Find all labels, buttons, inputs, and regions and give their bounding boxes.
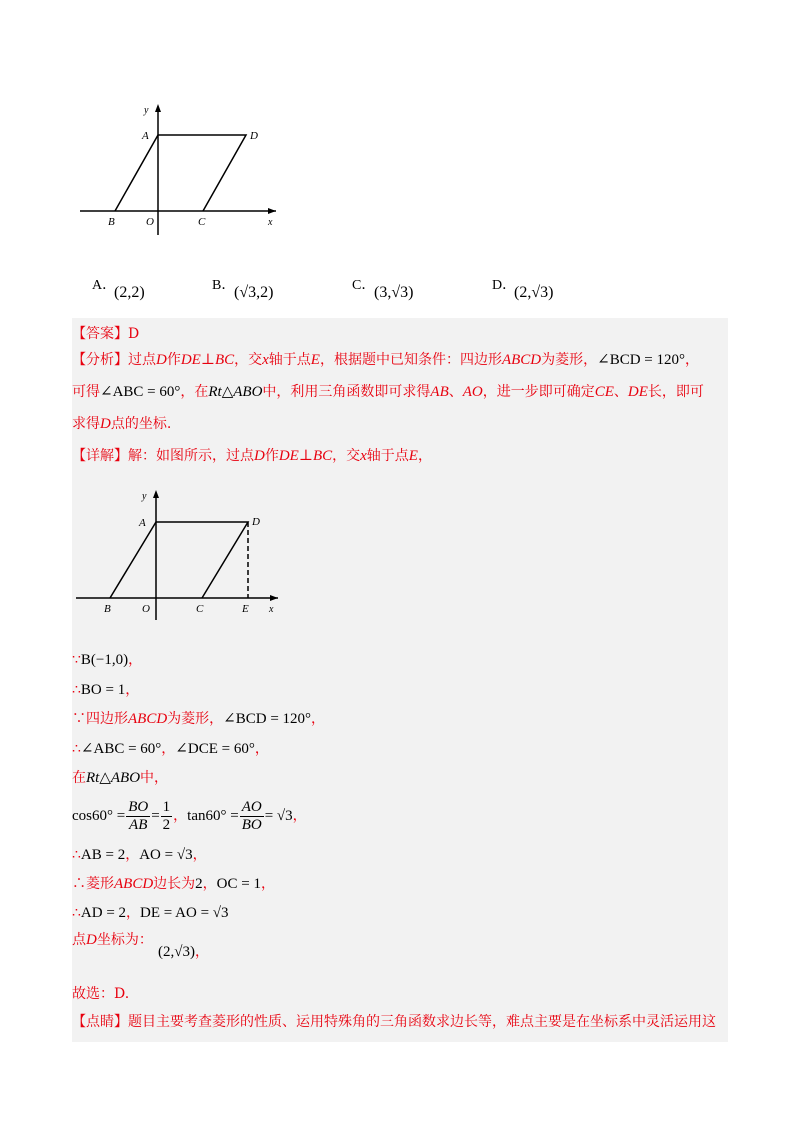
step-8: [72, 874, 275, 894]
answer-options: [92, 274, 712, 304]
therefore-symbol: ∴: [72, 905, 81, 921]
comment-tag: 【点睛】: [72, 1014, 128, 1030]
detail-var: D: [254, 448, 265, 464]
step-2: [72, 680, 139, 700]
analysis-tag: 【分析】: [72, 352, 128, 368]
label-B: B: [108, 216, 115, 228]
analysis-text: 作: [166, 352, 181, 368]
fraction-one-half: [161, 799, 173, 834]
fraction-bo-ab: [126, 799, 150, 834]
option-c-letter: C．: [352, 278, 376, 293]
step-text: 在: [72, 770, 86, 786]
step-math: = √3: [264, 808, 293, 824]
analysis-var: ABCD: [501, 352, 542, 368]
punct: ，: [161, 741, 176, 757]
analysis-line-3: [72, 414, 171, 434]
option-c-value: (3,√3): [374, 284, 414, 301]
label-y: y: [144, 105, 149, 116]
step-math: 2: [195, 876, 203, 892]
step-var: ABCD: [128, 711, 168, 727]
label-B: B: [104, 603, 111, 615]
analysis-text: ，根据题中已知条件：四边形: [319, 352, 502, 368]
x-axis-arrow-icon: [270, 595, 278, 601]
choice-line: 故选：D.: [72, 986, 130, 1002]
step-math: ∠BCD = 120°: [223, 711, 312, 727]
punct: ，: [192, 847, 207, 863]
analysis-text: ，进一步即可确定: [482, 384, 595, 400]
punct: ，: [260, 876, 275, 892]
analysis-math: ∠BCD = 120°: [597, 352, 686, 368]
punct: ，: [173, 808, 188, 824]
analysis-text: ，交: [234, 352, 263, 368]
punct: ，: [311, 711, 326, 727]
rhombus-outline: [110, 522, 248, 598]
analysis-line-1: [72, 350, 699, 370]
comment-text: 题目主要考查菱形的性质、运用特殊角的三角函数求边长等，难点主要是在坐标系中灵活运用这: [128, 1014, 716, 1030]
analysis-var: DE⊥BC: [180, 352, 235, 368]
rhombus-figure-1: [72, 98, 292, 238]
step-4: [72, 739, 269, 759]
step-var: D: [86, 932, 97, 948]
solution-panel: [72, 318, 728, 1042]
label-E: E: [242, 603, 249, 615]
label-C: C: [198, 216, 206, 228]
detail-var: E: [408, 448, 418, 464]
x-axis-arrow-icon: [268, 208, 276, 214]
rhombus-figure-2: [72, 484, 292, 624]
step-9: [72, 903, 229, 923]
answer-tag: 【答案】: [72, 326, 128, 342]
step-text: 点: [72, 932, 86, 948]
label-D: D: [252, 516, 260, 528]
y-axis-arrow-icon: [155, 104, 161, 112]
step-math: AD = 2: [80, 905, 127, 921]
analysis-math: ∠ABC = 60°: [100, 384, 181, 400]
step-text: 为菱形，: [167, 711, 224, 727]
analysis-text: 求得: [72, 416, 100, 432]
step-math: ∠ABC = 60°: [80, 741, 162, 757]
step-math: AO = √3: [139, 847, 193, 863]
detail-text: 解：如图所示，过点: [128, 448, 254, 464]
denominator: 2: [162, 816, 171, 833]
punct: ，: [125, 682, 140, 698]
analysis-text: 为菱形，: [541, 352, 598, 368]
label-O: O: [146, 216, 154, 228]
analysis-text: 点的坐标.: [110, 416, 172, 432]
analysis-var: AB: [430, 384, 449, 400]
analysis-text: ，在: [180, 384, 209, 400]
option-a-letter: A．: [92, 278, 117, 293]
punct: ，: [128, 652, 143, 668]
step-text: 四边形: [86, 711, 128, 727]
step-math: B(−1,0): [80, 652, 129, 668]
step-text: 中，: [140, 770, 169, 786]
step-math: cos60° =: [72, 808, 126, 824]
therefore-symbol: ∴: [72, 741, 81, 757]
analysis-var: D: [100, 416, 111, 432]
step-1: [72, 650, 142, 670]
label-O: O: [142, 603, 150, 615]
step-text: 坐标为：: [96, 932, 153, 948]
analysis-text: 长，即可: [647, 384, 704, 400]
detail-text: ，交: [332, 448, 361, 464]
analysis-line-2: [72, 382, 704, 402]
therefore-symbol: ∴: [72, 876, 86, 892]
option-d-letter: D．: [492, 278, 517, 293]
punct: ，: [254, 741, 269, 757]
step-var: ABCD: [114, 876, 154, 892]
rhombus-outline: [115, 135, 246, 211]
comment-line: [72, 1012, 716, 1032]
fraction-ao-bo: [240, 799, 264, 834]
label-C: C: [196, 603, 204, 615]
step-math: (2,√3): [158, 944, 195, 960]
because-symbol: ∵: [72, 711, 86, 727]
label-y: y: [142, 491, 147, 502]
numerator: AO: [241, 798, 262, 815]
analysis-var: D: [156, 352, 167, 368]
analysis-text: 中，利用三角函数即可求得: [262, 384, 431, 400]
detail-var: DE⊥BC: [278, 448, 333, 464]
step-math: BO = 1: [80, 682, 126, 698]
analysis-text: 轴于点: [268, 352, 311, 368]
y-axis-arrow-icon: [153, 490, 159, 498]
option-b-value: (√3,2): [234, 284, 274, 301]
therefore-symbol: ∴: [72, 682, 81, 698]
step-text: 菱形: [86, 876, 114, 892]
punct: ，: [194, 944, 209, 960]
option-b-letter: B．: [212, 278, 236, 293]
step-math: Rt△ABO: [86, 770, 141, 786]
analysis-var: E: [310, 352, 320, 368]
punct: ，: [126, 905, 141, 921]
analysis-text: 过点: [128, 352, 156, 368]
detail-tag: 【详解】: [72, 448, 128, 464]
answer-text: D: [128, 326, 140, 342]
step-math: DE = AO = √3: [140, 905, 229, 921]
label-x: x: [269, 604, 274, 615]
step-10-result: [158, 942, 209, 962]
step-7: [72, 845, 207, 865]
step-math: OC = 1: [216, 876, 261, 892]
detail-intro-line: [72, 446, 432, 466]
detail-text: 作: [264, 448, 279, 464]
analysis-text: 可得: [72, 384, 100, 400]
label-A: A: [139, 517, 146, 529]
step-10: [72, 930, 153, 950]
step-5: [72, 768, 168, 788]
step-text: 边长为: [153, 876, 196, 892]
label-A: A: [142, 130, 149, 142]
punct: ，: [125, 847, 140, 863]
label-x: x: [268, 217, 273, 228]
label-D: D: [250, 130, 258, 142]
numerator: 1: [162, 798, 171, 815]
step-3: [72, 709, 325, 729]
denominator: BO: [241, 816, 262, 833]
step-math: tan60° =: [187, 808, 239, 824]
denominator: AB: [129, 816, 148, 833]
numerator: BO: [128, 798, 149, 815]
detail-text: ，: [417, 448, 432, 464]
analysis-var: AO: [462, 384, 483, 400]
step-math: =: [151, 808, 160, 824]
option-a-value: (2,2): [114, 284, 145, 301]
analysis-text: ，: [685, 352, 700, 368]
step-math: AB = 2: [80, 847, 126, 863]
punct: ，: [202, 876, 217, 892]
step-math: ∠DCE = 60°: [175, 741, 255, 757]
answer-line: [72, 324, 139, 344]
analysis-var: DE: [627, 384, 648, 400]
punct: ，: [292, 808, 307, 824]
detail-var: x: [360, 448, 367, 464]
analysis-math: Rt△ABO: [208, 384, 263, 400]
analysis-text: 、: [448, 384, 463, 400]
analysis-var: CE: [594, 384, 614, 400]
step-6: [72, 796, 307, 836]
because-symbol: ∵: [72, 652, 81, 668]
option-d-value: (2,√3): [514, 284, 554, 301]
detail-text: 轴于点: [366, 448, 409, 464]
analysis-text: 、: [613, 384, 628, 400]
analysis-var: x: [262, 352, 269, 368]
therefore-symbol: ∴: [72, 847, 81, 863]
